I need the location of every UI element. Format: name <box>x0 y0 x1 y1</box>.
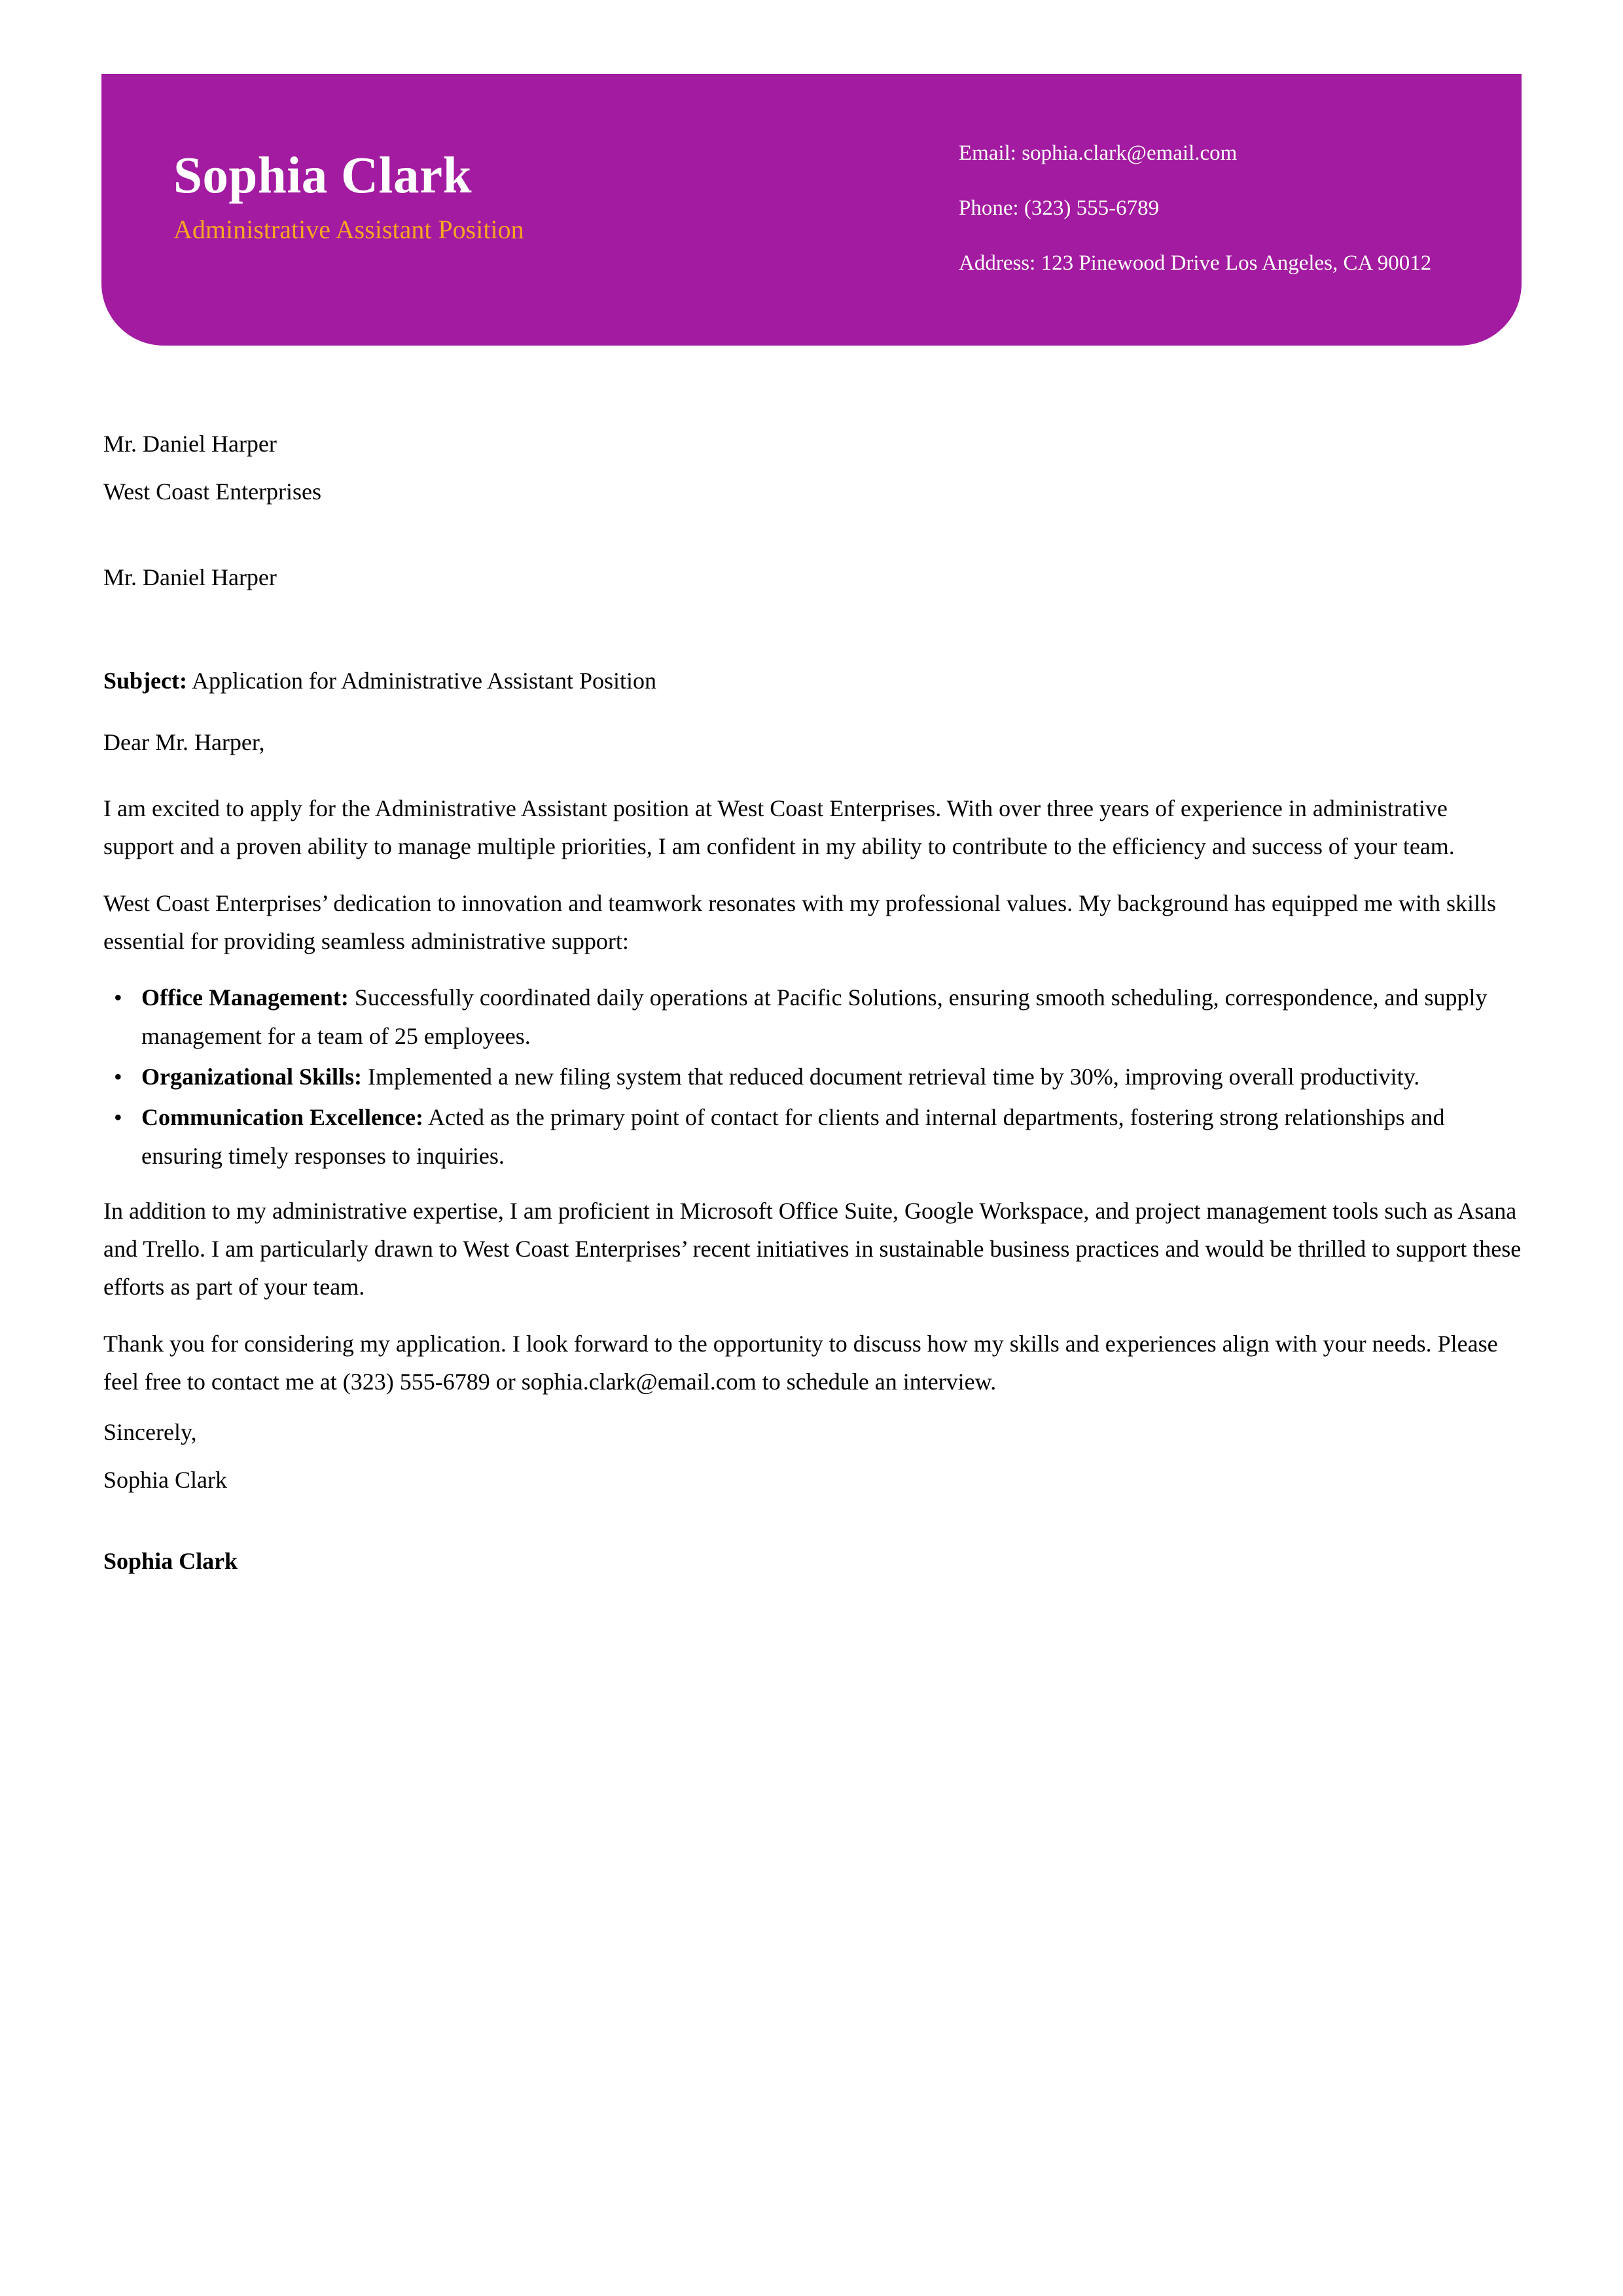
bullet-icon: • <box>114 984 122 1011</box>
contact-phone: Phone: (323) 555-6789 <box>959 196 1160 220</box>
list-item <box>103 978 1524 1055</box>
applicant-position-subtitle: Administrative Assistant Position <box>173 214 524 244</box>
closing-name: Sophia Clark <box>103 1467 227 1494</box>
list-item-text: Successfully coordinated daily operations at Pacific Solutions, ensuring smooth scheduling, correspondence, and supply management for a team of 25 employees. <box>141 984 1488 1049</box>
list-item <box>103 1098 1524 1175</box>
header-contact-block <box>821 74 1522 274</box>
paragraph-values: West Coast Enterprises’ dedication to innovation and teamwork resonates with my professional values. My background has equipped me with skills essential for providing seamless administrative support: <box>103 889 1496 954</box>
spacer <box>103 613 1524 669</box>
list-item-lead: Organizational Skills: <box>141 1063 363 1090</box>
recipient-block <box>103 432 1524 503</box>
bullet-icon: • <box>114 1063 122 1090</box>
recipient-company: West Coast Enterprises <box>103 478 322 505</box>
list-item-text: Implemented a new filing system that reduced document retrieval time by 30%, improving overall productivity. <box>362 1063 1420 1090</box>
list-item-lead: Communication Excellence: <box>141 1104 423 1131</box>
paragraph-tools: In addition to my administrative expertise, I am proficient in Microsoft Office Suite, Google Workspace, and project management tools such as Asana and Trello. I am particularly drawn to West Coast Enterprises’ recent initiatives in sustainable business practices and would be thrilled to support these efforts as part of your team. <box>103 1197 1522 1300</box>
skills-list <box>103 978 1524 1175</box>
contact-email: Email: sophia.clark@email.com <box>959 141 1238 165</box>
signature-name: Sophia Clark <box>103 1548 238 1575</box>
closing-salutation: Sincerely, <box>103 1419 197 1446</box>
subject-line <box>103 669 1524 692</box>
list-item <box>103 1058 1524 1096</box>
letter-body <box>103 432 1524 1573</box>
list-item-lead: Office Management: <box>141 984 349 1011</box>
recipient-name: Mr. Daniel Harper <box>103 431 277 457</box>
applicant-name: Sophia Clark <box>173 147 473 204</box>
header-banner <box>101 74 1522 346</box>
bullet-icon: • <box>114 1104 122 1131</box>
subject-label: Subject: <box>103 668 187 694</box>
paragraph-intro: I am excited to apply for the Administrative Assistant position at West Coast Enterprises. With over three years of experience in administrative support and a proven ability to manage multiple priorities, I am confident in my ability to contribute to the efficiency and success of your team. <box>103 795 1455 860</box>
recipient-attention: Mr. Daniel Harper <box>103 564 277 590</box>
spacer <box>103 528 1524 565</box>
paragraph-closing-request: Thank you for considering my application. I look forward to the opportunity to discuss how my skills and experiences align with your needs. Please feel free to contact me at (323) 555-6789 or sophia.clark@email.com to schedule an interview. <box>103 1330 1498 1395</box>
list-item-text: Acted as the primary point of contact for clients and internal departments, fostering strong relationships and ensuring timely responses to inquiries. <box>141 1104 1445 1169</box>
header-identity-block <box>101 74 821 244</box>
contact-address: Address: 123 Pinewood Drive Los Angeles, CA 90012 <box>959 251 1432 275</box>
salutation: Dear Mr. Harper, <box>103 729 265 755</box>
subject-text: Application for Administrative Assistant Position <box>187 668 656 694</box>
